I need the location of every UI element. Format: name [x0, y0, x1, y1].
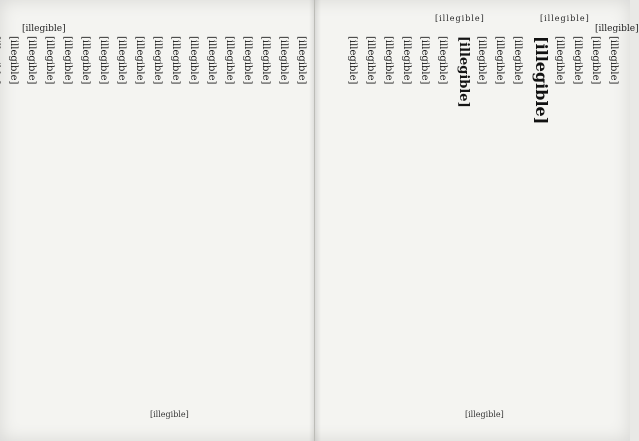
- text-column: [illegible]: [206, 36, 217, 85]
- text-column: [illegible]: [494, 36, 505, 85]
- text-column: [illegible]: [152, 36, 163, 85]
- text-column: [illegible]: [44, 36, 55, 85]
- text-column: [illegible]: [260, 36, 271, 85]
- text-column: [illegible]: [365, 36, 376, 85]
- text-column: [illegible]: [476, 36, 487, 85]
- chapter-heading: [illegible]: [532, 36, 551, 125]
- text-column: [illegible]: [134, 36, 145, 85]
- left-page-number: [illegible]: [22, 24, 66, 34]
- right-text-columns: [329, 36, 619, 406]
- running-head: [illegible]: [540, 14, 590, 23]
- left-footer: [illegible]: [150, 410, 189, 419]
- text-column: [illegible]: [419, 36, 430, 85]
- text-column: [illegible]: [224, 36, 235, 85]
- text-column: [illegible]: [98, 36, 109, 85]
- text-column: [illegible]: [572, 36, 583, 85]
- right-footer: [illegible]: [465, 410, 504, 419]
- right-page-number: [illegible]: [595, 24, 639, 34]
- text-column: [illegible]: [590, 36, 601, 85]
- text-column: [illegible]: [8, 36, 19, 85]
- text-column: [illegible]: [383, 36, 394, 85]
- text-column: [illegible]: [608, 36, 619, 85]
- text-column: [illegible]: [80, 36, 91, 85]
- text-column: [illegible]: [170, 36, 181, 85]
- text-column: [illegible]: [116, 36, 127, 85]
- text-column: [illegible]: [242, 36, 253, 85]
- left-page: [0, 0, 315, 441]
- text-column: [illegible]: [347, 36, 358, 85]
- text-column: [illegible]: [26, 36, 37, 85]
- text-column: [illegible]: [437, 36, 448, 85]
- text-column: [illegible]: [188, 36, 199, 85]
- text-column: [illegible]: [401, 36, 412, 85]
- text-column: [illegible]: [278, 36, 289, 85]
- left-text-columns: [8, 36, 307, 406]
- text-column: [0, 36, 1, 406]
- text-column: [illegible]: [62, 36, 73, 85]
- text-column: [illegible]: [554, 36, 565, 85]
- section-heading: [illegible]: [456, 36, 471, 108]
- text-column: [illegible]: [296, 36, 307, 85]
- running-head-secondary: [illegible]: [435, 14, 485, 23]
- right-page: [315, 0, 639, 441]
- text-column: [illegible]: [512, 36, 523, 85]
